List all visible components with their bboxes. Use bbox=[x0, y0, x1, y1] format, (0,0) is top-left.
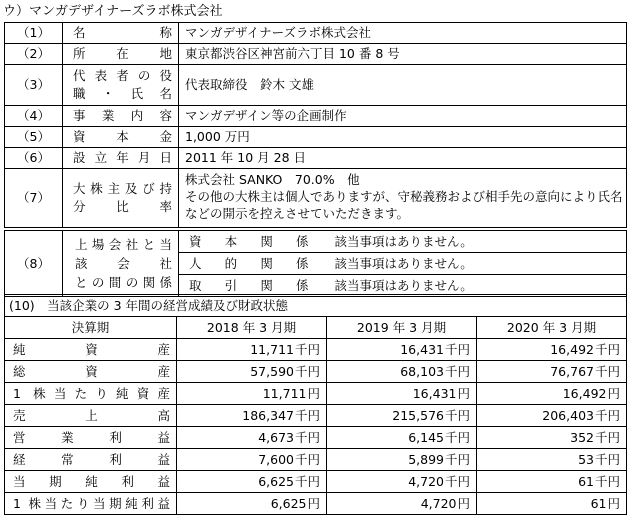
metric-number: 6,625 bbox=[270, 496, 307, 511]
relation-row bbox=[5, 231, 627, 253]
relation-label: 資本関係 bbox=[179, 231, 321, 253]
row-value: 東京都渋谷区神宮前六丁目 10 番 8 号 bbox=[179, 44, 627, 65]
year-header: 2020 年 3 月期 bbox=[477, 317, 627, 339]
metric-value bbox=[327, 383, 477, 405]
metric-value bbox=[327, 361, 477, 383]
metric-number: 76,767 bbox=[550, 364, 594, 379]
metric-value bbox=[327, 427, 477, 449]
row-label-line2: 職・氏名 bbox=[73, 86, 172, 101]
metric-value bbox=[477, 383, 627, 405]
metric-unit: 千円 bbox=[294, 364, 320, 379]
performance-row bbox=[5, 339, 627, 361]
metric-value bbox=[177, 383, 327, 405]
metric-value bbox=[177, 405, 327, 427]
metric-number: 186,347 bbox=[242, 408, 294, 423]
metric-number: 4,720 bbox=[408, 474, 444, 489]
metric-label: 経常利益 bbox=[5, 449, 177, 471]
row-label: 名称 bbox=[63, 23, 179, 44]
performance-caption: (10) 当該企業の 3 年間の経営成績及び財政状態 bbox=[5, 295, 627, 317]
metric-value bbox=[327, 405, 477, 427]
performance-body bbox=[5, 339, 627, 515]
metric-value bbox=[327, 449, 477, 471]
metric-number: 6,625 bbox=[258, 474, 294, 489]
metric-value bbox=[177, 449, 327, 471]
row-number: （3） bbox=[5, 65, 63, 106]
performance-row bbox=[5, 405, 627, 427]
metric-label: 1 株当たり当期純利益 bbox=[5, 493, 177, 515]
relations-table bbox=[4, 230, 627, 297]
metric-label: 総資産 bbox=[5, 361, 177, 383]
metric-number: 16,492 bbox=[550, 342, 594, 357]
row-label-line3: との間の関係 bbox=[75, 275, 172, 290]
metric-value bbox=[327, 493, 477, 515]
metric-unit: 千円 bbox=[594, 364, 620, 379]
metric-unit: 千円 bbox=[594, 408, 620, 423]
row-label-line2: 分比率 bbox=[73, 199, 172, 214]
metric-unit: 千円 bbox=[444, 474, 470, 489]
row-number: （1） bbox=[5, 23, 63, 44]
row-label: 所在地 bbox=[63, 44, 179, 65]
row-label: 設立年月日 bbox=[63, 148, 179, 169]
metric-number: 61 bbox=[578, 474, 594, 489]
row-number: （5） bbox=[5, 127, 63, 148]
metric-unit: 円 bbox=[607, 496, 620, 511]
metric-value bbox=[327, 471, 477, 493]
performance-row bbox=[5, 471, 627, 493]
row-label-line2: 該会社 bbox=[75, 256, 172, 271]
row-label bbox=[63, 169, 179, 228]
metric-label: 当期純利益 bbox=[5, 471, 177, 493]
metric-value bbox=[477, 427, 627, 449]
row-value: マンガデザイナーズラボ株式会社 bbox=[179, 23, 627, 44]
row-label bbox=[63, 231, 179, 297]
metric-number: 6,145 bbox=[408, 430, 444, 445]
relation-value: 該当事項はありません。 bbox=[329, 275, 627, 297]
metric-number: 7,600 bbox=[258, 452, 294, 467]
metric-number: 11,711 bbox=[262, 386, 307, 401]
performance-row bbox=[5, 493, 627, 515]
metric-unit: 千円 bbox=[594, 474, 620, 489]
metric-label: 1 株当たり純資産 bbox=[5, 383, 177, 405]
metric-number: 5,899 bbox=[408, 452, 444, 467]
row-label-line1: 上場会社と当 bbox=[75, 237, 172, 252]
metric-value bbox=[477, 339, 627, 361]
overview-row-address bbox=[5, 44, 627, 65]
metric-unit: 千円 bbox=[594, 452, 620, 467]
metric-value bbox=[477, 471, 627, 493]
metric-value bbox=[177, 471, 327, 493]
metric-number: 4,720 bbox=[420, 496, 457, 511]
relation-spacer bbox=[321, 253, 329, 275]
year-header: 2019 年 3 月期 bbox=[327, 317, 477, 339]
performance-table bbox=[4, 294, 627, 515]
performance-header-row bbox=[5, 317, 627, 339]
overview-row-shareholders bbox=[5, 169, 627, 228]
performance-row bbox=[5, 427, 627, 449]
section-heading: ウ）マンガデザイナーズラボ株式会社 bbox=[3, 4, 223, 19]
relation-value: 該当事項はありません。 bbox=[329, 231, 627, 253]
row-value: マンガデザイン等の企画制作 bbox=[179, 106, 627, 127]
row-value: 代表取締役 鈴木 文雄 bbox=[179, 65, 627, 106]
performance-caption-row bbox=[5, 295, 627, 317]
metric-unit: 千円 bbox=[294, 430, 320, 445]
metric-label: 営業利益 bbox=[5, 427, 177, 449]
metric-unit: 千円 bbox=[444, 430, 470, 445]
metric-value bbox=[177, 361, 327, 383]
metric-unit: 千円 bbox=[444, 342, 470, 357]
row-label-line1: 代表者の役 bbox=[73, 68, 172, 83]
metric-value bbox=[477, 361, 627, 383]
metric-number: 53 bbox=[578, 452, 594, 467]
overview-row-representative bbox=[5, 65, 627, 106]
metric-label: 売上高 bbox=[5, 405, 177, 427]
overview-row-founded bbox=[5, 148, 627, 169]
metric-unit: 千円 bbox=[444, 452, 470, 467]
row-number: （2） bbox=[5, 44, 63, 65]
metric-value bbox=[477, 405, 627, 427]
period-header: 決算期 bbox=[5, 317, 177, 339]
row-label: 資本金 bbox=[63, 127, 179, 148]
relation-spacer bbox=[321, 231, 329, 253]
metric-unit: 千円 bbox=[294, 408, 320, 423]
shareholder-note: その他の大株主は個人でありますが、守秘義務および相手先の意向により氏名などの開示を控えさせていただきます。 bbox=[185, 189, 623, 221]
metric-unit: 千円 bbox=[294, 474, 320, 489]
metric-number: 4,673 bbox=[258, 430, 294, 445]
metric-number: 16,492 bbox=[562, 386, 607, 401]
relation-label: 取引関係 bbox=[179, 275, 321, 297]
performance-row bbox=[5, 449, 627, 471]
row-number: （7） bbox=[5, 169, 63, 228]
metric-number: 16,431 bbox=[412, 386, 457, 401]
metric-number: 352 bbox=[570, 430, 594, 445]
metric-unit: 千円 bbox=[294, 452, 320, 467]
row-value: 2011 年 10 月 28 日 bbox=[179, 148, 627, 169]
metric-unit: 円 bbox=[307, 496, 320, 511]
metric-number: 68,103 bbox=[400, 364, 444, 379]
metric-number: 11,711 bbox=[250, 342, 294, 357]
metric-unit: 千円 bbox=[594, 430, 620, 445]
metric-unit: 円 bbox=[307, 386, 320, 401]
performance-row bbox=[5, 361, 627, 383]
metric-value bbox=[177, 427, 327, 449]
performance-row bbox=[5, 383, 627, 405]
metric-unit: 円 bbox=[607, 386, 620, 401]
row-number: （8） bbox=[5, 231, 63, 297]
metric-unit: 千円 bbox=[444, 408, 470, 423]
metric-value bbox=[477, 493, 627, 515]
row-label bbox=[63, 65, 179, 106]
row-label: 事業内容 bbox=[63, 106, 179, 127]
row-number: （4） bbox=[5, 106, 63, 127]
metric-number: 16,431 bbox=[400, 342, 444, 357]
row-number: （6） bbox=[5, 148, 63, 169]
relation-label: 人的関係 bbox=[179, 253, 321, 275]
overview-row-capital bbox=[5, 127, 627, 148]
metric-unit: 千円 bbox=[444, 364, 470, 379]
overview-row-business bbox=[5, 106, 627, 127]
company-overview-table bbox=[4, 22, 627, 228]
metric-unit: 円 bbox=[457, 496, 470, 511]
metric-value bbox=[177, 339, 327, 361]
year-header: 2018 年 3 月期 bbox=[177, 317, 327, 339]
row-value: 1,000 万円 bbox=[179, 127, 627, 148]
metric-label: 純資産 bbox=[5, 339, 177, 361]
metric-number: 61 bbox=[590, 496, 607, 511]
metric-number: 206,403 bbox=[542, 408, 594, 423]
row-label-line1: 大株主及び持 bbox=[73, 181, 172, 196]
shareholder-main: 株式会社 SANKO 70.0% 他 bbox=[185, 172, 360, 187]
metric-number: 57,590 bbox=[250, 364, 294, 379]
row-value bbox=[179, 169, 627, 228]
metric-value bbox=[477, 449, 627, 471]
metric-number: 215,576 bbox=[392, 408, 444, 423]
overview-row-name bbox=[5, 23, 627, 44]
metric-value bbox=[177, 493, 327, 515]
metric-unit: 円 bbox=[457, 386, 470, 401]
metric-value bbox=[327, 339, 477, 361]
metric-unit: 千円 bbox=[594, 342, 620, 357]
metric-unit: 千円 bbox=[294, 342, 320, 357]
relation-value: 該当事項はありません。 bbox=[329, 253, 627, 275]
